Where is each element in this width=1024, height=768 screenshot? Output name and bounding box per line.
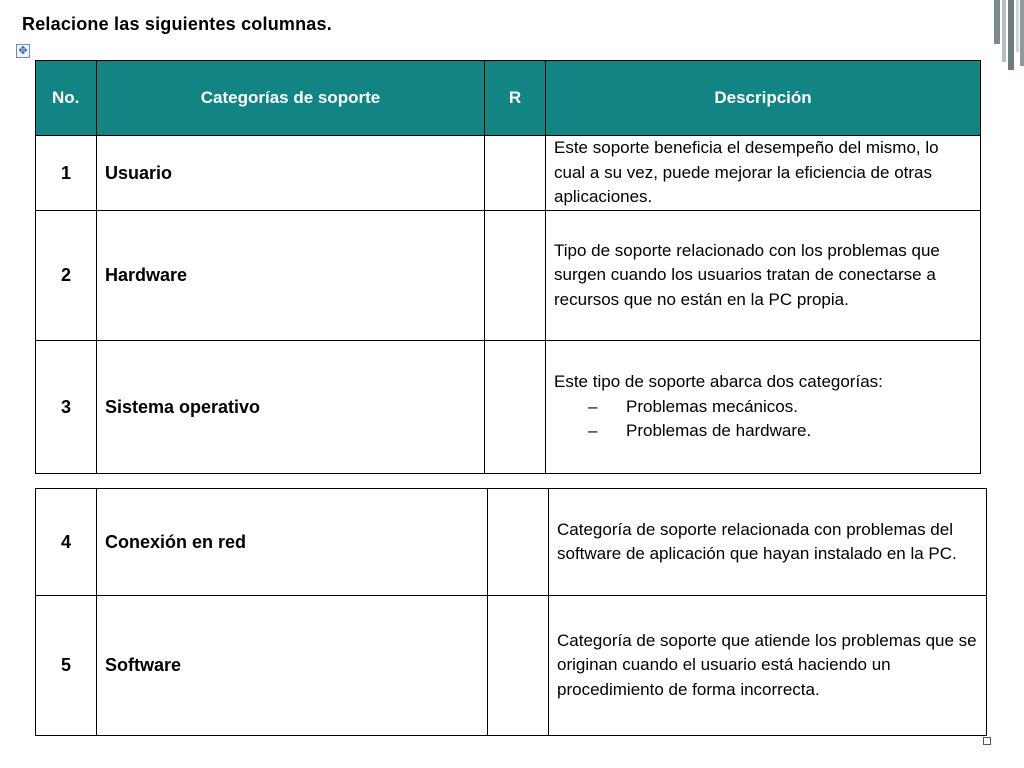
row-category: Conexión en red — [97, 489, 488, 596]
row-category: Usuario — [97, 136, 485, 211]
answer-cell[interactable] — [488, 596, 549, 736]
row-description — [549, 596, 987, 736]
row-number: 1 — [36, 136, 97, 211]
row-description — [546, 136, 981, 211]
table-row — [36, 489, 987, 596]
table-resize-handle[interactable] — [983, 737, 991, 745]
table-row — [36, 341, 981, 474]
page-title: Relacione las siguientes columnas. — [22, 14, 332, 34]
row-number: 3 — [36, 341, 97, 474]
edge-decoration — [994, 0, 1024, 70]
description-text: Categoría de soporte relacionada con problemas del software de aplicación que hayan instalado en la PC. — [557, 519, 957, 563]
list-item: – Problemas mecánicos. — [588, 395, 972, 420]
row-description — [549, 489, 987, 596]
description-text: Este tipo de soporte abarca dos categorías: — [554, 372, 883, 392]
header-categoria: Categorías de soporte — [97, 61, 485, 136]
header-descripcion: Descripción — [546, 61, 981, 136]
description-text: Tipo de soporte relacionado con los problemas que surgen cuando los usuarios tratan de conectarse a recursos que no están en la PC propia. — [554, 240, 940, 309]
answer-cell[interactable] — [488, 489, 549, 596]
answer-cell[interactable] — [485, 136, 546, 211]
matching-table-bottom — [35, 488, 987, 736]
table-row — [36, 211, 981, 341]
table-row — [36, 596, 987, 736]
row-number: 2 — [36, 211, 97, 341]
list-item: – Problemas de hardware. — [588, 419, 972, 444]
row-category: Hardware — [97, 211, 485, 341]
row-description — [546, 211, 981, 341]
description-list — [554, 395, 972, 444]
answer-cell[interactable] — [485, 211, 546, 341]
table-header-row — [36, 61, 981, 136]
matching-table-top — [35, 60, 981, 474]
description-text: Categoría de soporte que atiende los problemas que se originan cuando el usuario está haciendo un procedimiento de forma incorrecta. — [557, 630, 977, 699]
table-row — [36, 136, 981, 211]
table-move-handle-icon[interactable]: ✥ — [16, 44, 30, 58]
row-number: 5 — [36, 596, 97, 736]
row-category: Software — [97, 596, 488, 736]
answer-cell[interactable] — [485, 341, 546, 474]
row-category: Sistema operativo — [97, 341, 485, 474]
header-r: R — [485, 61, 546, 136]
row-description — [546, 341, 981, 474]
header-no: No. — [36, 61, 97, 136]
description-text: Este soporte beneficia el desempeño del mismo, lo cual a su vez, puede mejorar la eficiencia de otras aplicaciones. — [554, 138, 939, 207]
row-number: 4 — [36, 489, 97, 596]
